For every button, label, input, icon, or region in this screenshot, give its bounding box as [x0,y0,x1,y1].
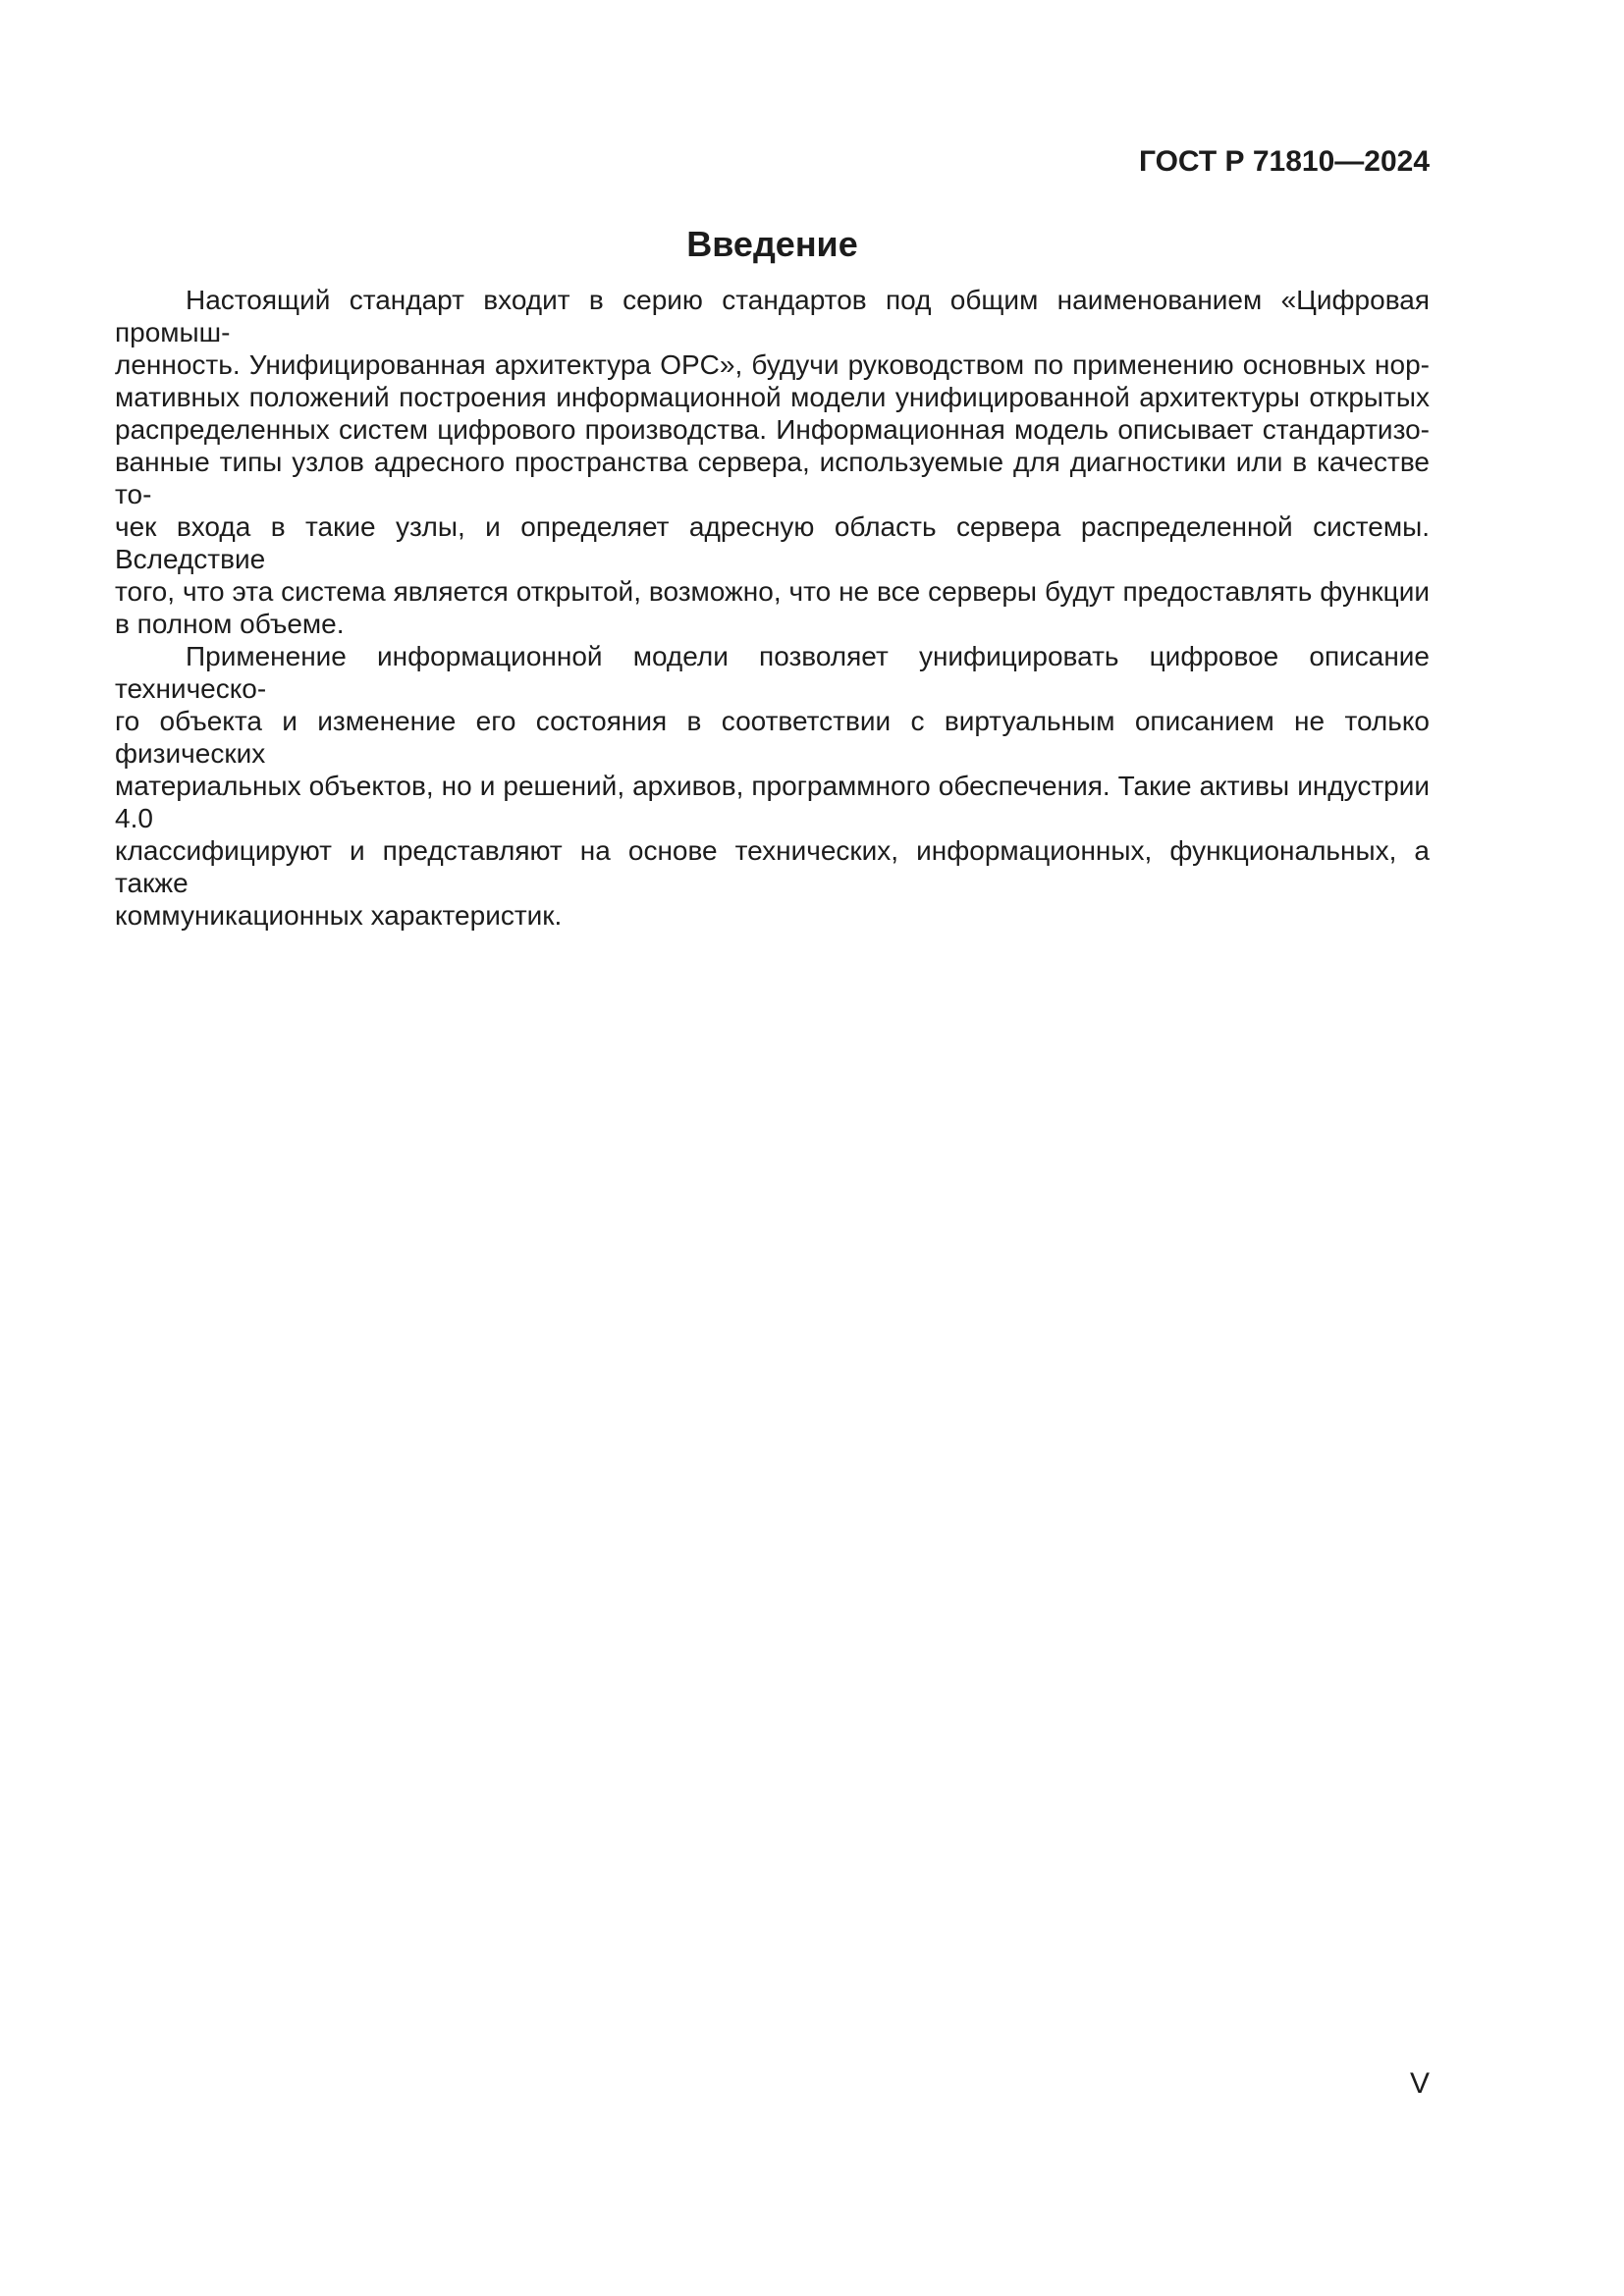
paragraph-2-line-5: коммуникационных характеристик. [115,900,563,931]
paragraph-1-line-8: в полном объеме. [115,609,345,639]
paragraph-2-line-3: материальных объектов, но и решений, архивов, программного обеспечения. Такие активы индустрии 4.0 [115,771,1430,833]
paragraph-1-line-2: ленность. Унифицированная архитектура OPC», будучи руководством по применению основных нор- [115,349,1430,380]
paragraph-2-line-4: классифицируют и представляют на основе технических, информационных, функциональных, а также [115,835,1430,898]
page-number: V [1409,2067,1430,2100]
paragraph-2-line-1: Применение информационной модели позволяет унифицировать цифровое описание техническо- [115,641,1430,704]
paragraph-1-line-7: того, что эта система является открытой, возможно, что не все серверы будут предоставлять функции [115,576,1430,607]
paragraph-1-line-3: мативных положений построения информационной модели унифицированной архитектуры открытых [115,382,1430,412]
section-title: Введение [686,224,858,264]
paragraph-2-line-2: го объекта и изменение его состояния в соответствии с виртуальным описанием не только физических [115,706,1430,769]
paragraph-1-line-1: Настоящий стандарт входит в серию стандартов под общим наименованием «Цифровая промыш- [115,285,1430,347]
paragraph-1-line-5: ванные типы узлов адресного пространства сервера, используемые для диагностики или в качестве то- [115,447,1430,509]
body-text [115,284,1430,932]
paragraph-1-line-6: чек входа в такие узлы, и определяет адресную область сервера распределенной системы. Вследствие [115,511,1430,574]
running-header-standard-code: ГОСТ Р 71810—2024 [1138,145,1430,178]
paragraph-1-line-4: распределенных систем цифрового производства. Информационная модель описывает стандартизо- [115,414,1430,445]
